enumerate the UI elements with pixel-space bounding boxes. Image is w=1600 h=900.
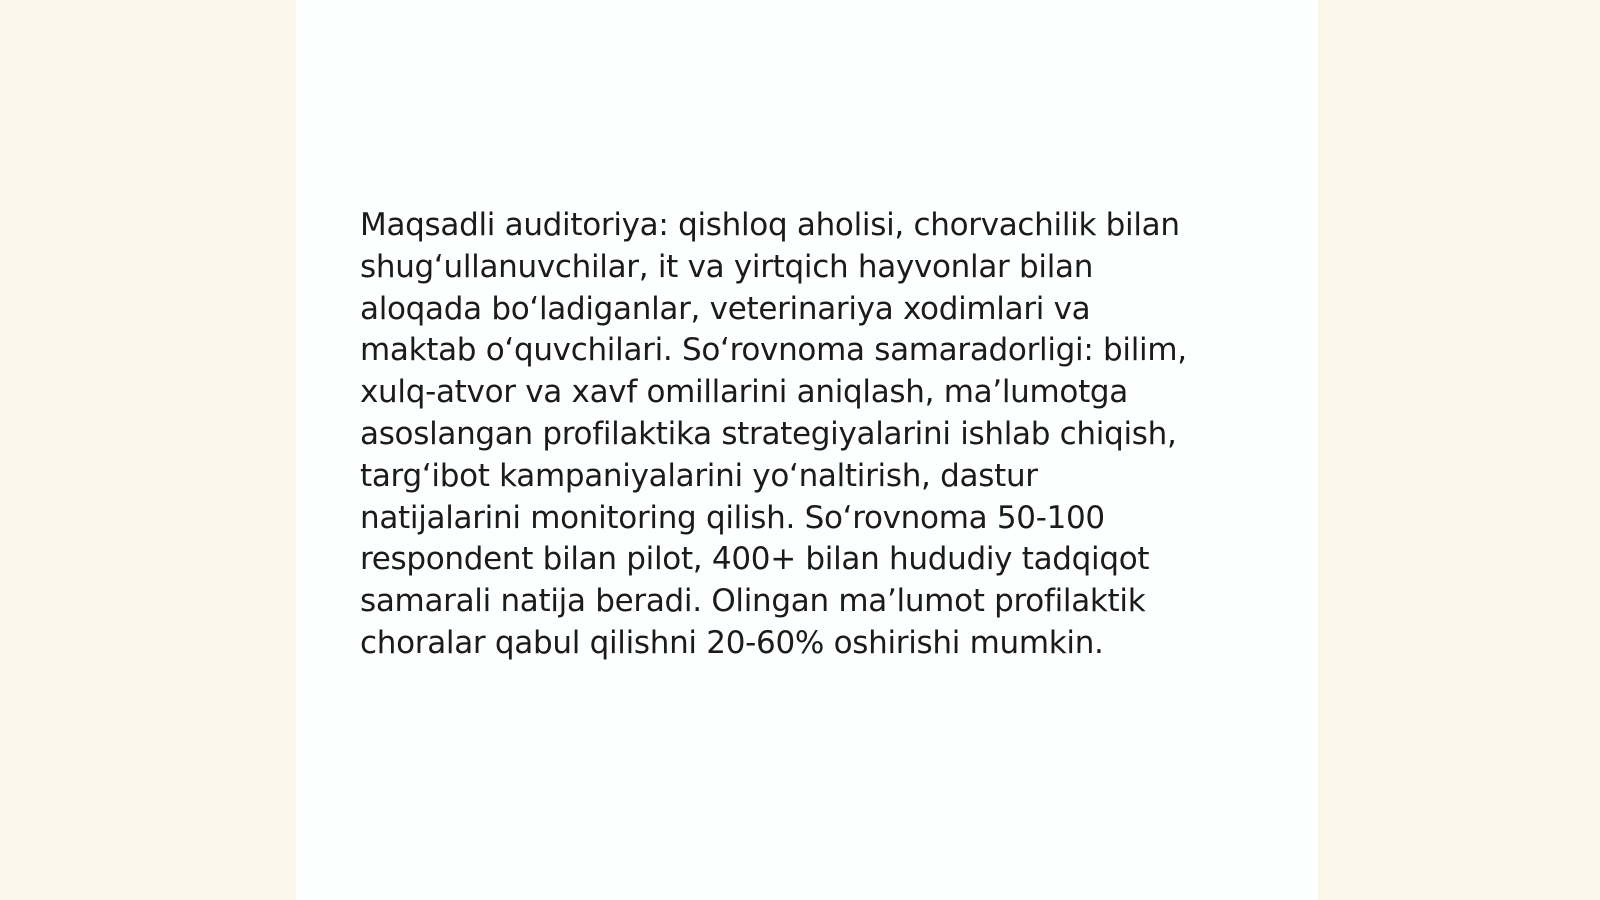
slide-body-text xyxy=(360,205,1260,665)
right-margin xyxy=(1318,0,1600,900)
text-line: Maqsadli auditoriya: qishloq aholisi, chorvachilik bilan xyxy=(360,207,1180,243)
text-line: xulq-atvor va xavf omillarini aniqlash, ma’lumotga xyxy=(360,374,1129,411)
text-line: shug‘ullanuvchilar, it va yirtqich hayvonlar bilan xyxy=(360,248,1094,285)
text-line: samarali natija beradi. Olingan ma’lumot profilaktik xyxy=(360,583,1146,620)
text-line: aloqada bo‘ladiganlar, veterinariya xodimlari va xyxy=(360,290,1091,327)
text-line: natijalarini monitoring qilish. So‘rovnoma 50-100 xyxy=(360,499,1105,536)
left-margin xyxy=(0,0,296,900)
text-line: respondent bilan pilot, 400+ bilan hududiy tadqiqot xyxy=(360,541,1150,578)
text-line: targ‘ibot kampaniyalarini yo‘naltirish, dastur xyxy=(360,457,1038,494)
text-line: maktab o‘quvchilari. So‘rovnoma samaradorligi: bilim, xyxy=(360,332,1187,369)
text-line: asoslangan profilaktika strategiyalarini ishlab chiqish, xyxy=(360,415,1177,452)
text-line: choralar qabul qilishni 20-60% oshirishi mumkin. xyxy=(360,624,1104,661)
